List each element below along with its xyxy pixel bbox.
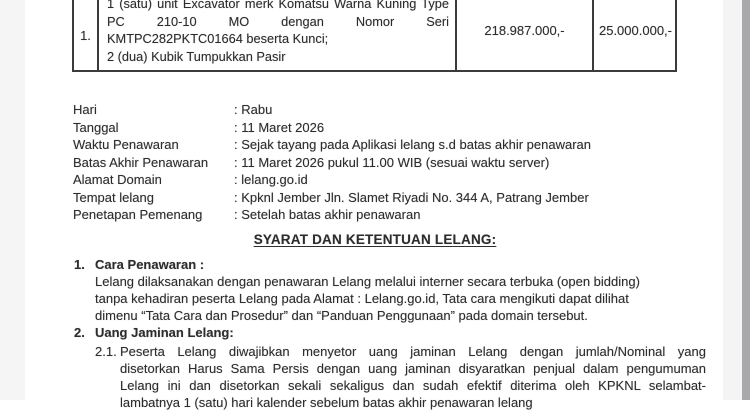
detail-row <box>73 171 591 189</box>
detail-value: : Rabu <box>234 102 273 117</box>
lot-guarantee-value: 25.000.000,- <box>598 23 672 38</box>
term-item-1 <box>74 256 204 273</box>
lot-limit-value: 218.987.000,- <box>484 23 565 38</box>
table-column-divider <box>97 0 99 70</box>
lot-description-line: KMTPC282PKTC01664 beserta Kunci; <box>107 31 329 46</box>
term-number: 2. <box>74 325 85 340</box>
detail-label: Waktu Penawaran <box>73 137 179 152</box>
paragraph-line-clipped: lambatnya 1 (satu) hari kalender sebelum batas akhir penawaran lelang <box>120 395 533 410</box>
page-edge-right <box>723 0 742 400</box>
term-number: 1. <box>74 257 85 272</box>
paragraph-line: disetorkan Harus Sama Persis dengan uang jaminan disyaratkan penjual dalam pengumuman <box>120 361 706 376</box>
detail-value: : Kpknl Jember Jln. Slamet Riyadi No. 344 A, Patrang Jember <box>234 189 589 205</box>
sub-item-paragraph <box>120 343 706 411</box>
detail-value: : lelang.go.id <box>234 172 308 187</box>
lot-row-number: 1. <box>80 28 91 43</box>
detail-row <box>73 119 591 137</box>
terms-heading: SYARAT DAN KETENTUAN LELANG: <box>253 232 497 247</box>
term-title: Uang Jaminan Lelang: <box>95 325 234 340</box>
term-2-sub-item <box>95 343 706 411</box>
term-item-2 <box>74 324 234 341</box>
lot-description-line: 1 (satu) unit Excavator merk Komatsu Warna Kuning Type <box>107 0 449 11</box>
detail-label: Batas Akhir Penawaran <box>73 154 209 170</box>
lot-description <box>107 0 449 65</box>
detail-row <box>73 206 591 224</box>
detail-label: Alamat Domain <box>73 172 162 187</box>
detail-label: Penetapan Pemenang <box>73 207 203 222</box>
lot-description-line: PC 210-10 MO dengan Nomor Seri <box>107 13 449 29</box>
paragraph-line: dimenu “Tata Cara dan Prosedur” dan “Panduan Penggunaan” pada domain tersebut. <box>95 308 588 323</box>
detail-label: Hari <box>73 102 97 117</box>
detail-row <box>73 154 591 172</box>
paragraph-line: tanpa kehadiran peserta Lelang pada Alamat : Lelang.go.id, Tata cara mengikuti dapat dilihat <box>95 291 629 306</box>
paragraph-line: Lelang dilaksanakan dengan penawaran Lelang melalui interner secara terbuka (open bidding) <box>95 274 640 289</box>
detail-value: : Sejak tayang pada Aplikasi lelang s.d batas akhir penawaran <box>234 137 592 152</box>
detail-value: : 11 Maret 2026 <box>234 119 325 135</box>
detail-row <box>73 189 591 207</box>
detail-row <box>73 101 591 119</box>
detail-label: Tanggal <box>73 119 119 135</box>
lot-description-line: 2 (dua) Kubik Tumpukkan Pasir <box>107 48 286 64</box>
detail-label: Tempat lelang <box>73 189 154 205</box>
page-edge-left <box>0 0 25 400</box>
sub-item-number: 2.1. <box>95 344 117 359</box>
detail-value: : 11 Maret 2026 pukul 11.00 WIB (sesuai waktu server) <box>234 154 550 170</box>
detail-row <box>73 136 591 154</box>
paragraph-line: Lelang ini dan disetorkan sekali sekaligus dan sudah efektif diterima oleh KPKNL selambat- <box>120 378 706 393</box>
term-1-paragraph <box>95 273 710 324</box>
detail-value: : Setelah batas akhir penawaran <box>234 207 421 222</box>
term-title: Cara Penawaran : <box>95 257 205 272</box>
paragraph-line: Peserta Lelang diwajibkan menyetor uang jaminan Lelang dengan jumlah/Nominal yang <box>120 344 706 359</box>
auction-details <box>73 101 591 224</box>
lot-table <box>72 0 677 72</box>
page-edge-shadow <box>742 0 750 400</box>
